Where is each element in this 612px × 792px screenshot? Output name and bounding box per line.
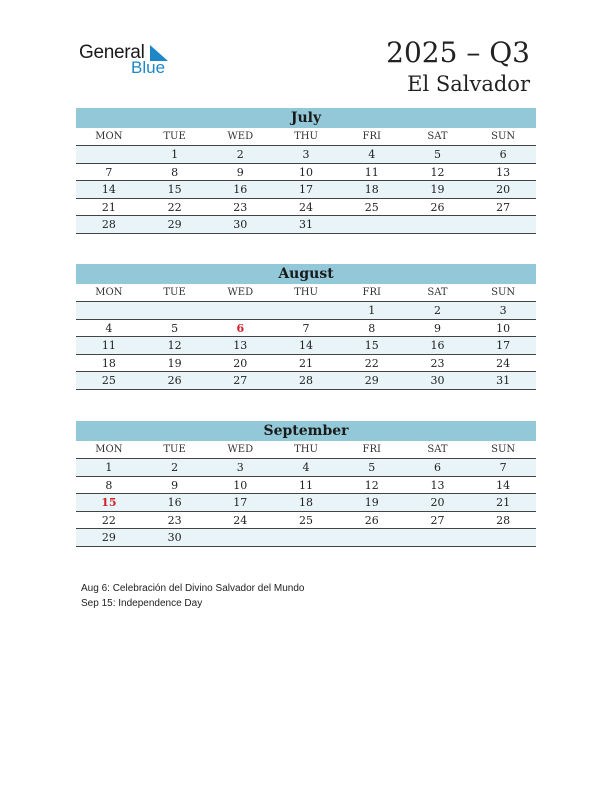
day-cell: 30: [167, 531, 182, 544]
day-cell: 4: [368, 148, 376, 161]
week-row: [76, 216, 536, 234]
day-cell: 16: [233, 183, 248, 196]
day-cell: 20: [233, 356, 248, 370]
day-cell: 28: [496, 513, 511, 527]
weekday-label: FRI: [362, 287, 381, 298]
weekday-label: THU: [294, 444, 318, 455]
day-cell: 12: [364, 478, 379, 492]
day-cell: [405, 216, 471, 233]
week-row: [76, 512, 536, 530]
weekday-label: SAT: [427, 444, 448, 455]
day-cell: 2: [236, 148, 244, 161]
day-cell: 14: [299, 339, 314, 352]
day-cell: 30: [430, 374, 445, 387]
weekday-label: TUE: [163, 444, 186, 455]
weekday-label: SAT: [427, 287, 448, 298]
day-cell: 24: [299, 200, 314, 214]
holiday-day-cell: 15: [101, 496, 117, 509]
week-row: [76, 529, 536, 547]
month-title: August: [76, 264, 536, 284]
weekday-header-row: [76, 441, 536, 459]
day-cell: 11: [364, 165, 379, 179]
month-title: September: [76, 421, 536, 441]
weekday-label: MON: [95, 287, 123, 298]
day-cell: 16: [167, 496, 182, 509]
day-cell: 25: [364, 200, 379, 214]
day-cell: 7: [302, 321, 310, 335]
week-row: [76, 459, 536, 477]
day-cell: 4: [105, 321, 113, 335]
week-row: [76, 477, 536, 495]
day-cell: 5: [368, 461, 376, 474]
day-cell: [470, 529, 536, 546]
day-cell: 24: [496, 356, 511, 370]
weekday-label: WED: [227, 287, 254, 298]
day-cell: 27: [233, 374, 248, 387]
day-cell: 23: [167, 513, 182, 527]
day-cell: 11: [299, 478, 314, 492]
day-cell: 31: [496, 374, 511, 387]
weekday-label: FRI: [362, 444, 381, 455]
day-cell: 21: [299, 356, 314, 370]
weekday-header-row: [76, 128, 536, 146]
day-cell: [207, 302, 273, 319]
day-cell: 25: [299, 513, 314, 527]
brand-logo: [79, 40, 179, 80]
day-cell: 17: [233, 496, 248, 509]
logo-text-blue: Blue: [131, 58, 166, 77]
day-cell: 5: [433, 148, 441, 161]
day-cell: [405, 529, 471, 546]
day-cell: 18: [101, 356, 116, 370]
day-cell: 3: [499, 304, 507, 317]
day-cell: 22: [364, 356, 379, 370]
day-cell: 8: [368, 321, 376, 335]
month-calendar-august: [76, 264, 536, 390]
day-cell: 10: [496, 321, 511, 335]
week-row: [76, 164, 536, 182]
day-cell: 20: [430, 496, 445, 509]
day-cell: 17: [299, 183, 314, 196]
day-cell: 9: [171, 478, 179, 492]
day-cell: 27: [430, 513, 445, 527]
day-cell: 28: [101, 218, 116, 231]
day-cell: 9: [433, 321, 441, 335]
day-cell: 3: [236, 461, 244, 474]
week-row: [76, 199, 536, 217]
day-cell: 15: [364, 339, 379, 352]
year-quarter-title: 2025 – Q3: [386, 36, 530, 69]
day-cell: 17: [496, 339, 511, 352]
day-cell: 4: [302, 461, 310, 474]
day-cell: 3: [302, 148, 310, 161]
weekday-header-row: [76, 284, 536, 302]
holiday-notes: [81, 582, 304, 611]
weekday-label: MON: [95, 131, 123, 142]
weekday-label: SUN: [491, 131, 516, 142]
day-cell: [470, 216, 536, 233]
weekday-label: MON: [95, 444, 123, 455]
weekday-label: SUN: [491, 444, 516, 455]
weekday-label: WED: [227, 444, 254, 455]
weekday-label: TUE: [163, 131, 186, 142]
week-row: [76, 494, 536, 512]
holiday-day-cell: 6: [236, 321, 245, 335]
week-row: [76, 355, 536, 373]
day-cell: [339, 529, 405, 546]
day-cell: 29: [101, 531, 116, 544]
day-cell: 18: [299, 496, 314, 509]
day-cell: [76, 146, 142, 163]
day-cell: 1: [368, 304, 376, 317]
day-cell: 19: [364, 496, 379, 509]
day-cell: 19: [430, 183, 445, 196]
day-cell: 22: [101, 513, 116, 527]
day-cell: 14: [101, 183, 116, 196]
week-row: [76, 146, 536, 164]
day-cell: 8: [105, 478, 113, 492]
day-cell: 5: [171, 321, 179, 335]
day-cell: 10: [233, 478, 248, 492]
day-cell: 26: [430, 200, 445, 214]
month-title: July: [76, 108, 536, 128]
day-cell: 22: [167, 200, 182, 214]
day-cell: 15: [167, 183, 182, 196]
day-cell: 16: [430, 339, 445, 352]
day-cell: 24: [233, 513, 248, 527]
day-cell: 13: [233, 339, 248, 352]
day-cell: [76, 302, 142, 319]
holiday-note: Sep 15: Independence Day: [81, 597, 203, 609]
day-cell: 21: [496, 496, 511, 509]
day-cell: 26: [167, 374, 182, 387]
day-cell: 28: [299, 374, 314, 387]
day-cell: 7: [499, 461, 507, 474]
day-cell: 6: [433, 461, 441, 474]
day-cell: 26: [364, 513, 379, 527]
day-cell: 1: [105, 461, 113, 474]
day-cell: 29: [364, 374, 379, 387]
weekday-label: WED: [227, 131, 254, 142]
week-row: [76, 302, 536, 320]
day-cell: 23: [233, 200, 248, 214]
logo-text-general: General: [79, 42, 145, 63]
day-cell: 23: [430, 356, 445, 370]
day-cell: [273, 302, 339, 319]
day-cell: 12: [430, 165, 445, 179]
day-cell: 8: [171, 165, 179, 179]
weekday-label: TUE: [163, 287, 186, 298]
day-cell: 12: [167, 339, 182, 352]
holiday-note: Aug 6: Celebración del Divino Salvador del Mundo: [81, 583, 305, 594]
day-cell: 6: [499, 148, 507, 161]
weekday-label: FRI: [362, 131, 381, 142]
day-cell: 2: [171, 461, 179, 474]
day-cell: 21: [101, 200, 116, 214]
day-cell: [273, 529, 339, 546]
day-cell: [339, 216, 405, 233]
day-cell: 29: [167, 218, 182, 231]
month-calendar-september: [76, 421, 536, 547]
day-cell: 18: [364, 183, 379, 196]
week-row: [76, 181, 536, 199]
day-cell: [142, 302, 208, 319]
day-cell: 11: [101, 339, 116, 352]
day-cell: 13: [496, 165, 511, 179]
week-row: [76, 372, 536, 390]
week-row: [76, 320, 536, 338]
weekday-label: THU: [294, 287, 318, 298]
day-cell: 13: [430, 478, 445, 492]
weekday-label: SUN: [491, 287, 516, 298]
day-cell: 2: [433, 304, 441, 317]
day-cell: 30: [233, 218, 248, 231]
day-cell: 7: [105, 165, 113, 179]
weekday-label: THU: [294, 131, 318, 142]
country-title: El Salvador: [407, 72, 530, 96]
weekday-label: SAT: [427, 131, 448, 142]
day-cell: 19: [167, 356, 182, 370]
day-cell: 1: [171, 148, 179, 161]
day-cell: 27: [496, 200, 511, 214]
day-cell: 31: [299, 218, 314, 231]
day-cell: 20: [496, 183, 511, 196]
day-cell: 14: [496, 478, 511, 492]
day-cell: 25: [101, 374, 116, 387]
day-cell: [207, 529, 273, 546]
day-cell: 9: [236, 165, 244, 179]
day-cell: 10: [299, 165, 314, 179]
week-row: [76, 337, 536, 355]
month-calendar-july: [76, 108, 536, 234]
